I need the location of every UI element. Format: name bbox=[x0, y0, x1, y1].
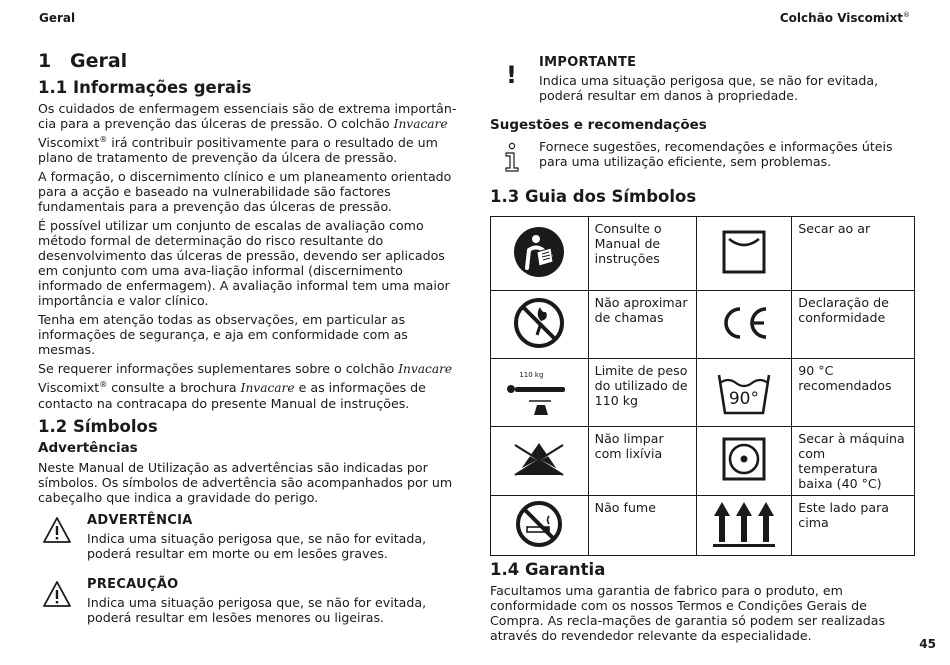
symbol-cell bbox=[696, 217, 792, 291]
no-smoking-icon bbox=[515, 500, 563, 548]
running-header-right bbox=[780, 11, 910, 25]
advertencia-note bbox=[38, 513, 460, 561]
symbol-label: Este lado para cima bbox=[792, 496, 915, 556]
p1-text-b: Viscomixt bbox=[38, 135, 100, 151]
symbol-cell bbox=[696, 291, 792, 359]
symbols-table bbox=[490, 216, 915, 556]
table-row bbox=[491, 217, 915, 291]
wash-90-icon bbox=[716, 369, 772, 417]
p5-reg-mark: ® bbox=[99, 380, 108, 390]
symbol-cell bbox=[491, 427, 589, 496]
section-1-1-paragraph-3: É possível utilizar um conjunto de escalas de avaliação como método formal de determinação do risco resultante do desenvolvimento das úlceras de pressão, devendo ser aplicados em conjunto com uma ava-liação informal (discernimento informado de enfermagem). A avaliação informal tem uma maior importância e valor clínico. bbox=[38, 218, 450, 309]
p1-reg-mark: ® bbox=[99, 135, 108, 144]
symbol-label: Secar à máquina com temperatura baixa (40 °C) bbox=[792, 427, 915, 496]
weight-limit-icon bbox=[499, 369, 579, 417]
header-mark: ® bbox=[903, 11, 910, 19]
warnings-intro: Neste Manual de Utilização as advertências são indicadas por símbolos. Os símbolos de advertência são acompanhados por um cabeçalho que indica a gravidade do perigo. bbox=[38, 460, 453, 506]
ce-mark-icon bbox=[716, 303, 772, 343]
section-1-4-title: 1.4 Garantia bbox=[490, 560, 606, 579]
precaucao-text: Indica uma situação perigosa que, se não for evitada, poderá resultar em lesões menores ou ligeiras. bbox=[87, 595, 427, 626]
table-row bbox=[491, 291, 915, 359]
p5-brand-2: Invacare bbox=[240, 381, 295, 396]
exclamation-icon: ! bbox=[506, 61, 517, 89]
info-icon bbox=[502, 141, 522, 173]
symbol-cell bbox=[491, 217, 589, 291]
warnings-subtitle: Advertências bbox=[38, 440, 138, 457]
p5-brand: Invacare bbox=[398, 362, 453, 377]
symbol-label: Declaração de conformidade bbox=[792, 291, 915, 359]
section-1-3-title: 1.3 Guia dos Símbolos bbox=[490, 187, 697, 206]
right-column bbox=[490, 55, 915, 647]
read-manual-icon bbox=[513, 226, 565, 278]
this-side-up-icon bbox=[712, 500, 776, 548]
section-1-1-paragraph-4: Tenha em atenção todas as observações, em particular as informações de segurança, e aja em conformidade com as mesmas. bbox=[38, 312, 408, 358]
advertencia-text: Indica uma situação perigosa que, se não for evitada, poderá resultar em morte ou em lesões graves. bbox=[87, 531, 427, 562]
section-1-1-title: 1.1 Informações gerais bbox=[38, 78, 252, 97]
symbol-label: Consulte o Manual de instruções bbox=[588, 217, 696, 291]
p5-text-a: Se requerer informações suplementares sobre o colchão bbox=[38, 361, 399, 377]
symbol-cell bbox=[491, 359, 589, 427]
precaucao-title: PRECAUÇÃO bbox=[87, 577, 179, 593]
no-open-flame-icon bbox=[513, 297, 565, 349]
header-product: Colchão Viscomixt bbox=[779, 11, 903, 25]
tips-text: Fornece sugestões, recomendações e informações úteis para uma utilização eficiente, sem problemas. bbox=[539, 139, 893, 169]
importante-text: Indica uma situação perigosa que, se não for evitada, poderá resultar em danos à propriedade. bbox=[539, 73, 879, 103]
p1-text-a: Os cuidados de enfermagem essenciais são de extrema importân-cia para a prevenção das úlceras de pressão. O colchão bbox=[38, 101, 457, 131]
symbol-label: Não aproximar de chamas bbox=[588, 291, 696, 359]
symbol-cell bbox=[491, 291, 589, 359]
p5-text-d: e as informações de contacto na contracapa do presente Manual de instruções. bbox=[38, 380, 426, 412]
symbol-label: Limite de peso do utilizado de 110 kg bbox=[588, 359, 696, 427]
table-row bbox=[491, 496, 915, 556]
symbol-cell bbox=[696, 427, 792, 496]
section-1-1-paragraph-5 bbox=[38, 361, 460, 411]
importante-body bbox=[539, 55, 915, 103]
weight-limit-graphic bbox=[499, 381, 579, 417]
symbol-label: Não fume bbox=[588, 496, 696, 556]
chapter-name: Geral bbox=[70, 50, 128, 72]
running-header-left: Geral bbox=[39, 11, 76, 25]
wash-temp-label: 90° bbox=[728, 388, 759, 409]
no-bleach-icon bbox=[511, 439, 567, 479]
table-row bbox=[491, 359, 915, 427]
p5-text-c: consulte a brochura bbox=[107, 380, 241, 396]
importante-title: IMPORTANTE bbox=[539, 55, 637, 70]
warranty-text: Facultamos uma garantia de fabrico para o produto, em conformidade com os nossos Termos e Condições Gerais de Compra. As recla-mações de garantia só podem ser realizadas através do revendedor relevante da especialidade. bbox=[490, 583, 886, 643]
symbol-label: Não limpar com lixívia bbox=[588, 427, 696, 496]
chapter-number: 1 bbox=[38, 50, 52, 72]
table-row bbox=[491, 427, 915, 496]
page-number: 45 bbox=[919, 637, 936, 651]
chapter-title bbox=[38, 50, 460, 72]
importante-note bbox=[490, 55, 915, 103]
warning-triangle-icon bbox=[42, 579, 72, 609]
tips-note bbox=[490, 139, 915, 169]
symbol-label: 90 °C recomendados bbox=[792, 359, 915, 427]
p1-text-c: irá contribuir positivamente para o resultado de um plano de tratamento de prevenção da úlcera de pressão. bbox=[38, 135, 438, 166]
symbol-label: Secar ao ar bbox=[792, 217, 915, 291]
tips-subtitle: Sugestões e recomendações bbox=[490, 117, 707, 133]
symbol-cell bbox=[696, 496, 792, 556]
left-column bbox=[38, 48, 460, 625]
tumble-dry-low-icon bbox=[721, 436, 767, 482]
symbol-cell bbox=[491, 496, 589, 556]
symbol-cell bbox=[696, 359, 792, 427]
p1-brand: Invacare bbox=[393, 117, 448, 131]
air-dry-icon bbox=[721, 229, 767, 275]
p5-text-b: Viscomixt bbox=[38, 380, 100, 396]
section-1-1-paragraph-1 bbox=[38, 101, 460, 165]
warning-triangle-icon bbox=[42, 515, 72, 545]
section-1-1-paragraph-2: A formação, o discernimento clínico e um planeamento orientado para a acção e baseado na vulnerabilidade são factores fundamentais para a prevenção das úlceras de pressão. bbox=[38, 169, 452, 215]
advertencia-title: ADVERTÊNCIA bbox=[87, 513, 193, 529]
section-1-2-title: 1.2 Símbolos bbox=[38, 417, 158, 437]
weight-limit-label: 110 kg bbox=[519, 370, 544, 379]
precaucao-note bbox=[38, 577, 460, 625]
